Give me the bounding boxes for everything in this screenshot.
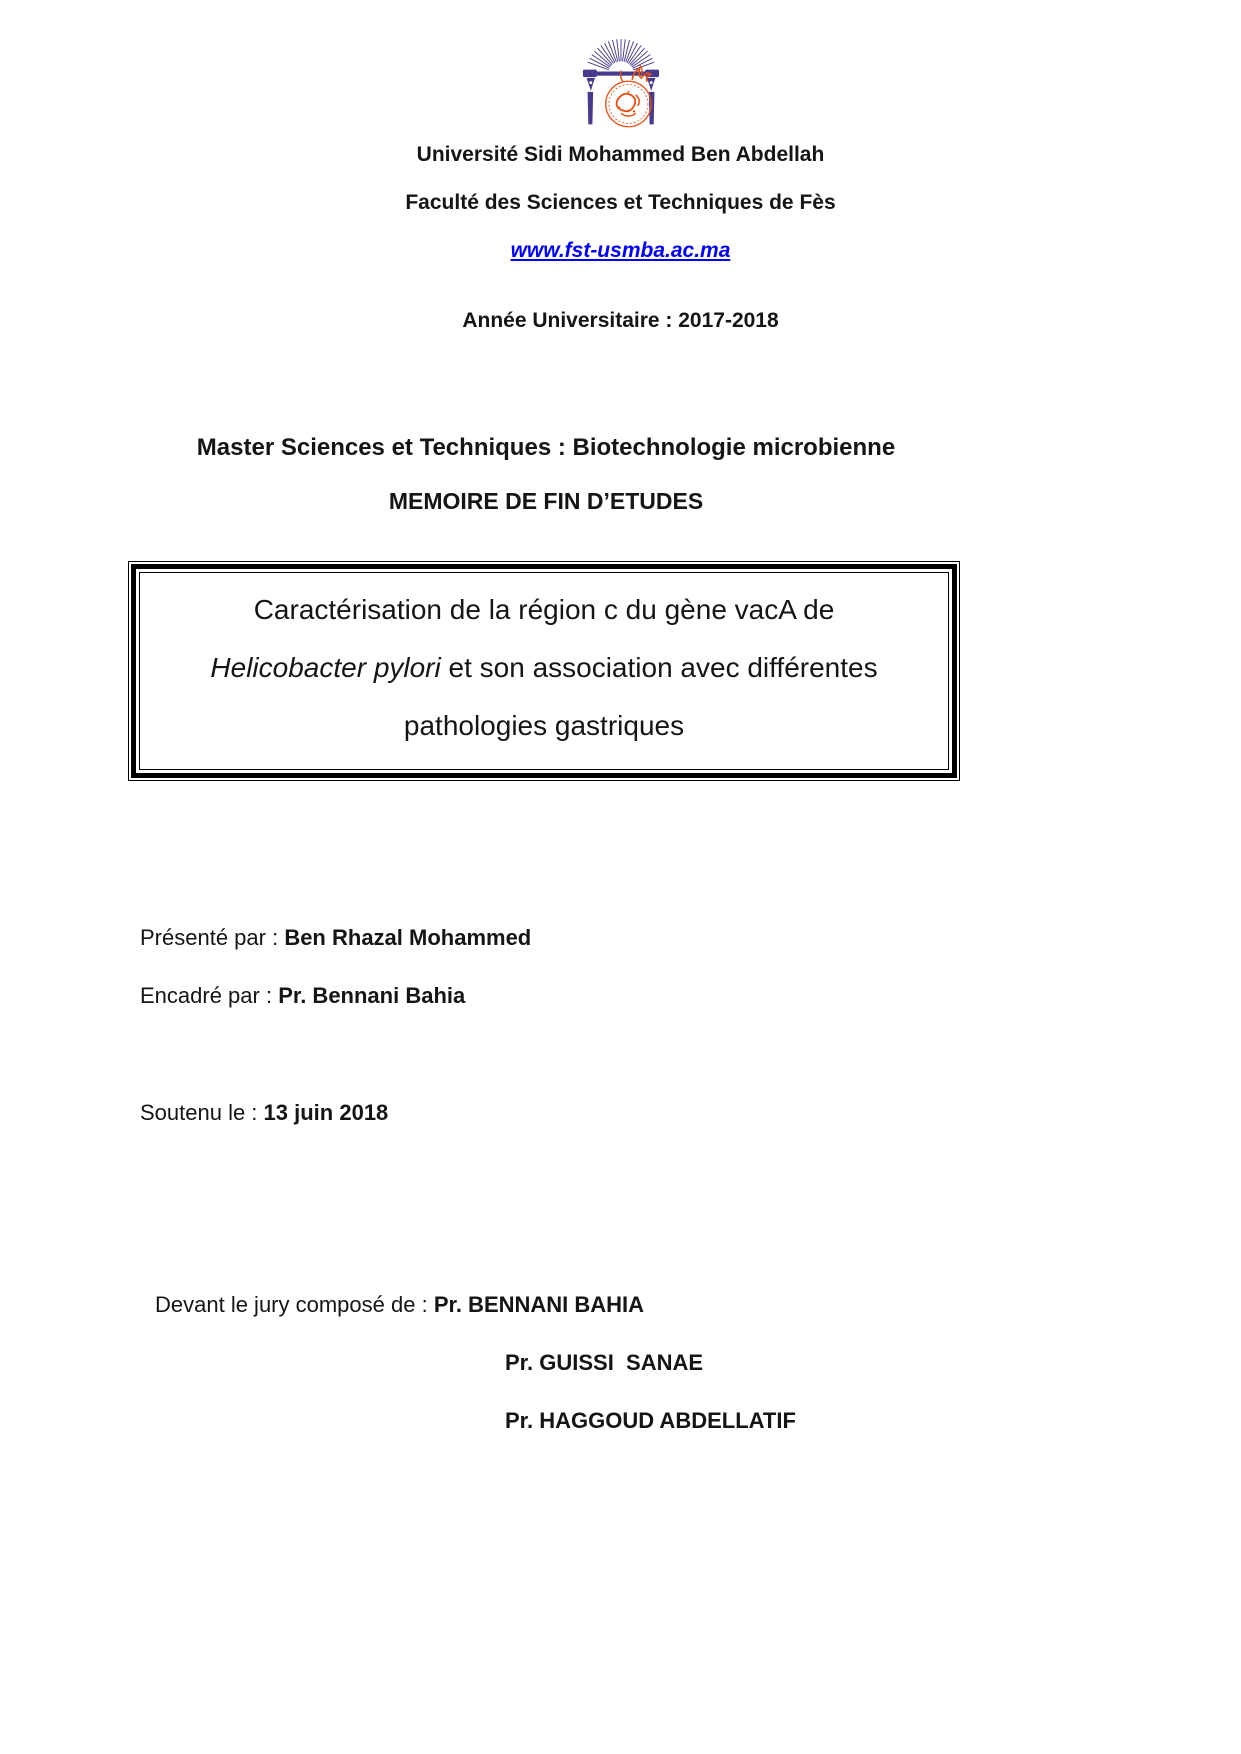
website-link[interactable]: www.fst-usmba.ac.ma	[510, 239, 731, 262]
thesis-title-line3: pathologies gastriques	[403, 710, 685, 741]
jury-section	[155, 1292, 1241, 1434]
degree-headings	[0, 434, 1092, 515]
defended-on-line	[140, 1100, 1241, 1126]
thesis-title-box	[128, 561, 960, 781]
university-name: Université Sidi Mohammed Ben Abdellah	[416, 143, 825, 166]
supervised-by-value: Pr. Bennani Bahia	[278, 983, 466, 1008]
defended-on-value: 13 juin 2018	[263, 1100, 389, 1125]
program-title: Master Sciences et Techniques : Biotechnologie microbienne	[196, 434, 896, 461]
defended-on-label: Soutenu le :	[140, 1100, 264, 1125]
document-type: MEMOIRE DE FIN D’ETUDES	[388, 488, 704, 514]
thesis-title-line2	[158, 639, 930, 697]
thesis-title-box-inner-border	[139, 572, 949, 770]
presented-by-value: Ben Rhazal Mohammed	[284, 925, 532, 950]
usmba-university-logo-icon	[574, 26, 668, 130]
thesis-title-line2-rest: et son association avec différentes	[440, 652, 878, 683]
jury-line-1	[155, 1292, 1241, 1318]
thesis-title-box-mid-border	[131, 564, 957, 778]
species-name: Helicobacter pylori	[210, 652, 441, 683]
jury-member-2: Pr. GUISSI SANAE	[505, 1350, 704, 1375]
header	[0, 0, 1241, 334]
presented-by-label: Présenté par :	[140, 925, 285, 950]
supervised-by-line	[140, 983, 1241, 1009]
faculty-name: Faculté des Sciences et Techniques de Fès	[405, 191, 836, 214]
presented-by-line	[140, 925, 1241, 951]
jury-label: Devant le jury composé de :	[155, 1292, 434, 1317]
academic-year: Année Universitaire : 2017-2018	[462, 309, 779, 332]
supervised-by-label: Encadré par :	[140, 983, 279, 1008]
thesis-title-line1: Caractérisation de la région c du gène vacA de	[253, 594, 835, 625]
author-info	[140, 925, 1241, 1126]
jury-member-3: Pr. HAGGOUD ABDELLATIF	[505, 1408, 796, 1433]
jury-member-1: Pr. BENNANI BAHIA	[433, 1292, 645, 1317]
